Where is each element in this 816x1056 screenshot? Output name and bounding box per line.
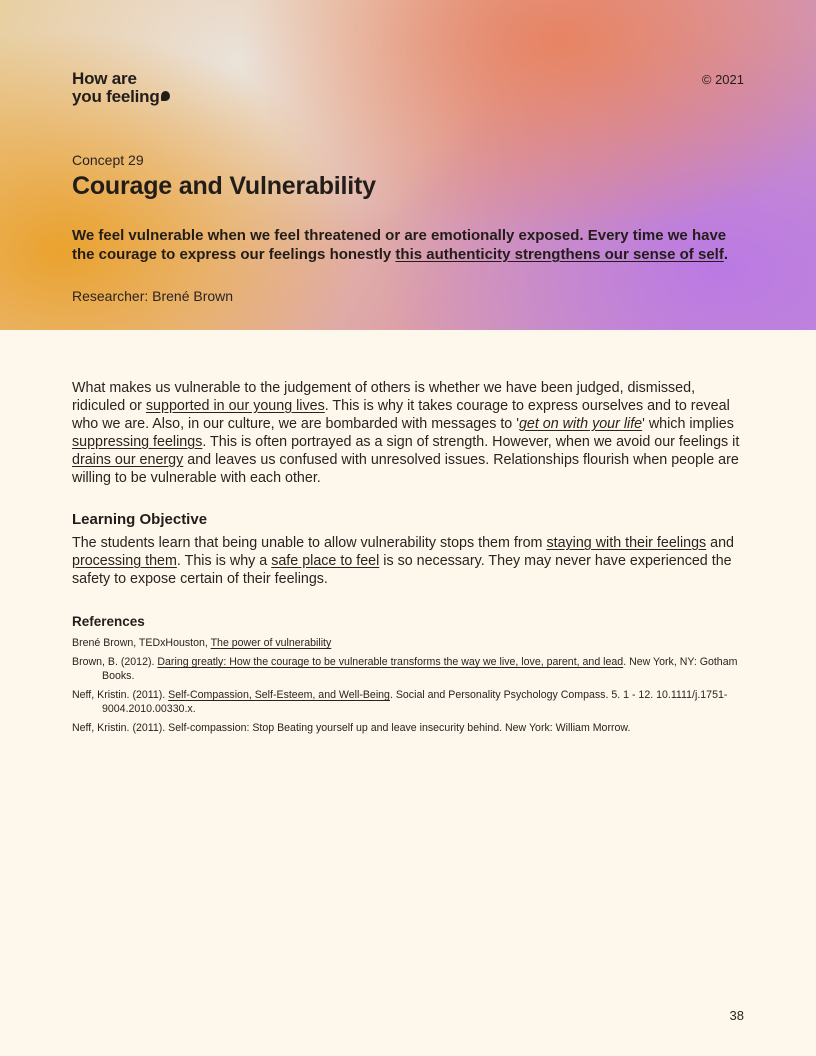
body-text-4: . This is often portrayed as a sign of strength. However, when we avoid our feelings it [202, 434, 740, 450]
logo-line-2: you feeling [72, 88, 170, 106]
reference-link[interactable]: The power of vulnerability [210, 637, 332, 649]
quote-end: . [723, 246, 728, 263]
logo-line-1: How are [72, 69, 137, 88]
link-suppressing-feelings[interactable]: suppressing feelings [72, 434, 203, 450]
header-banner [0, 0, 816, 330]
body-text-1: What makes us vulnerable to the judgement of others is whether we have been judged, dismissed, ridiculed or [72, 380, 696, 414]
reference-item [72, 636, 747, 650]
speech-dot-icon [161, 91, 170, 101]
concept-number: Concept 29 [72, 152, 144, 168]
reference-item [72, 655, 747, 683]
reference-item [72, 721, 747, 735]
body-text-3: ' which implies [642, 416, 734, 432]
body-text-5: and leaves us confused with unresolved issues. Relationships flourish when people are willing to be vulnerable with each other. [72, 452, 739, 486]
references-heading: References [72, 614, 145, 629]
objective-text-2: and [706, 535, 735, 551]
objective-text-1: The students learn that being unable to allow vulnerability stops them from [72, 535, 547, 551]
body-text-2: . This is why it takes courage to express ourselves and to reveal who we are. Also, in our culture, we are bombarded with messages to ' [72, 398, 730, 432]
page-number: 38 [729, 1008, 744, 1023]
reference-link[interactable]: Daring greatly: How the courage to be vulnerable transforms the way we live, love, parent, and lead [157, 656, 624, 668]
page-title: Courage and Vulnerability [72, 172, 376, 200]
link-staying-with-feelings[interactable]: staying with their feelings [546, 535, 707, 551]
learning-objective-paragraph [72, 534, 747, 588]
reference-text: Brené Brown, TEDxHouston, [72, 637, 211, 649]
reference-text: Neff, Kristin. (2011). [72, 689, 169, 701]
quote-link[interactable]: this authenticity strengthens our sense of self [395, 246, 724, 263]
copyright: © 2021 [701, 72, 744, 87]
body-paragraph [72, 379, 747, 487]
link-drains-our-energy[interactable]: drains our energy [72, 452, 184, 468]
references-list [72, 636, 747, 740]
reference-text: . New York, NY: Gotham Books. [102, 656, 738, 682]
reference-text: Neff, Kristin. (2011). Self-compassion: Stop Beating yourself up and leave insecurity behind. New York: William Morrow. [72, 722, 631, 734]
link-supported-young-lives[interactable]: supported in our young lives [145, 398, 325, 414]
reference-item [72, 688, 747, 716]
reference-text: Brown, B. (2012). [72, 656, 158, 668]
link-processing-them[interactable]: processing them [72, 553, 177, 569]
objective-text-3: . This is why a [176, 553, 272, 569]
learning-objective-heading: Learning Objective [72, 511, 208, 528]
key-quote [72, 226, 744, 264]
objective-text-4: is so necessary. They may never have experienced the safety to expose certain of their feelings. [72, 553, 732, 587]
reference-link[interactable]: Self-Compassion, Self-Esteem, and Well-Being [168, 689, 390, 701]
link-get-on-with-your-life[interactable]: get on with your life [518, 416, 643, 432]
quote-text: We feel vulnerable when we feel threatened or are emotionally exposed. Every time we have the courage to express our feelings honestly [72, 227, 727, 263]
link-safe-place-to-feel[interactable]: safe place to feel [271, 553, 380, 569]
researcher-credit: Researcher: Brené Brown [72, 288, 234, 304]
brand-logo [72, 70, 170, 106]
reference-text: . Social and Personality Psychology Compass. 5. 1 - 12. 10.1111/j.1751-9004.2010.00330.x. [102, 689, 728, 715]
